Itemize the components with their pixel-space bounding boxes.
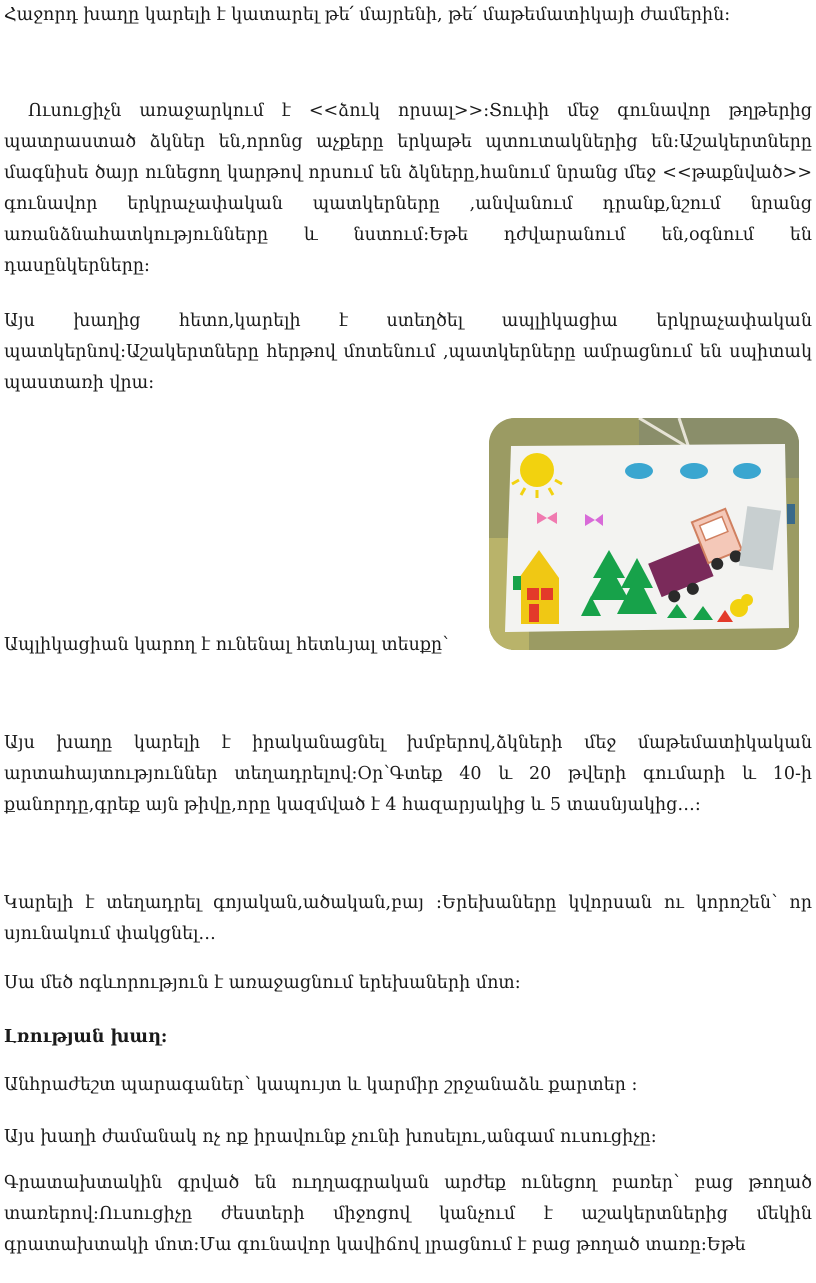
paragraph-materials: Անհրաժեշտ պարագաներ՝ կապույտ և կարմիր շրջանաձև քարտեր : — [4, 1075, 638, 1095]
paragraph-group-game: Այս խաղը կարելի է իրականացնել խմբերով,ձկների մեջ մաթեմատիկական արտահայտություններ տեղադրելով:Օր՝Գտեք 40 և 20 թվերի գումարի և 10-ի քանորդը,գրեք այն թիվը,որը կազմված է 4 հազարյակից և 5 տասնյակից…: — [4, 733, 812, 815]
paragraph-fish-game: Ուսուցիչն առաջարկում է <<ձուկ որսալ>>:Տուփի մեջ գունավոր թղթերից պատրաստած ձկներ են,որոնց աչքերը երկաթե պտուտակներից են:Աշակերտները մագնիսե ծայր ունեցող կարթով որսում են ձկները,հանում նրանց մեջ <<թաքնված>> գունավոր երկրաչափական պատկերները ,անվանում դրանք,նշում նրանց առանձնահատկությունները և նստում:Եթե դժվարանում են,օգնում են դասընկերները: — [4, 101, 812, 276]
heading-silence-game: Լռության խաղ: — [4, 1027, 168, 1047]
paragraph-intro: Հաջորդ խաղը կարելի է կատարել թե՛ մայրենի, թե՛ մաթեմատիկայի ժամերին: — [4, 5, 731, 25]
paragraph-applique-caption: Ապլիկացիան կարող է ունենալ հետևյալ տեսքը՝ — [4, 635, 449, 655]
paragraph-silence-rule: Այս խաղի ժամանակ ոչ ոք իրավունք չունի խոսելու,անգամ ուսուցիչը: — [4, 1127, 657, 1147]
paragraph-enthusiasm: Սա մեծ ոգևորություն է առաջացնում երեխաների մոտ: — [4, 973, 521, 993]
paragraph-nouns: Կարելի է տեղադրել գոյական,ածական,բայ :Երեխաները կվորսան ու կորոշեն՝ որ սյունակում փակցնել… — [4, 893, 812, 944]
applique-photo — [489, 418, 799, 650]
paragraph-board-words: Գրատախտակին գրված են ուղղագրական արժեք ունեցող բառեր՝ բաց թողած տառերով:Ուսուցիչը ժեստերի միջոցով կանչում է աշակերտներից մեկին գրատախտակի մոտ:Մա գունավոր կավիճով լրացնում է բաց թողած տառը:Եթե — [4, 1173, 812, 1255]
paragraph-applique: Այս խաղից հետո,կարելի է ստեղծել ապլիկացիա երկրաչափական պատկերնով:Աշակերտները հերթով մոտենում ,պատկերները ամրացնում են սպիտակ պաստառի վրա: — [4, 311, 812, 393]
